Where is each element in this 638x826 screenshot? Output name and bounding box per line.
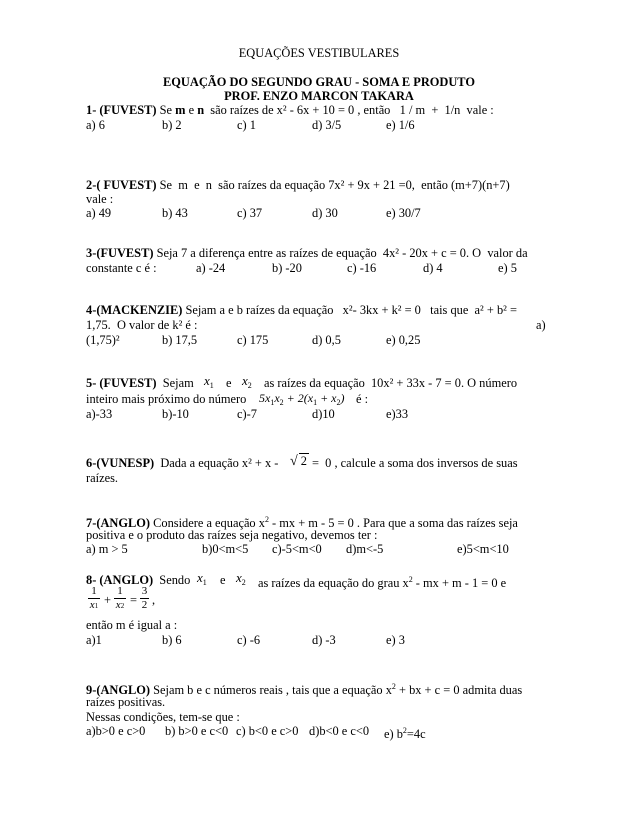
q8-option-c: c) -6 xyxy=(237,633,261,647)
q7-option-e: e)5<m<10 xyxy=(457,542,509,556)
q4-option-a-label: a) xyxy=(536,318,546,332)
q8-option-b: b) 6 xyxy=(162,633,182,647)
question-4-tag: 4-(MACKENZIE) xyxy=(86,303,183,317)
question-7-cont: positiva e o produto das raízes seja negativo, devemos ter : xyxy=(86,528,378,542)
q8-x2: $x_2$ xyxy=(236,570,246,587)
q1-option-b: b) 2 xyxy=(162,118,182,132)
question-2-cont: vale : xyxy=(86,192,114,206)
q1-option-d: d) 3/5 xyxy=(312,118,342,132)
author-line: PROF. ENZO MARCON TAKARA xyxy=(224,89,414,103)
question-6-text: = 0 , calcule a soma dos inversos de suas xyxy=(312,456,518,470)
q2-option-a: a) 49 xyxy=(86,206,112,220)
question-9-cont-2: Nessas condições, tem-se que : xyxy=(86,710,240,724)
q7-option-b: b)0<m<5 xyxy=(202,542,249,556)
page-title: EQUAÇÕES VESTIBULARES xyxy=(238,46,400,60)
q7-option-d: d)m<-5 xyxy=(346,542,384,556)
q8-x1: $x_1$ xyxy=(197,570,207,587)
q5-x1: $x_1$ xyxy=(204,373,214,390)
question-5-cont: inteiro mais próximo do número xyxy=(86,392,247,406)
question-8: 8- (ANGLO) Sendo xyxy=(86,573,191,587)
q8-fraction-1: 1 x1 xyxy=(89,585,99,611)
q8-option-e: e) 3 xyxy=(386,633,405,647)
q2-option-e: e) 30/7 xyxy=(386,206,421,220)
q2-option-b: b) 43 xyxy=(162,206,188,220)
question-4-cont: 1,75. O valor de k² é : xyxy=(86,318,198,332)
q8-comma: , xyxy=(152,593,156,607)
q8-equals: = xyxy=(130,593,137,607)
question-7-tag: 7-(ANGLO) xyxy=(86,516,151,530)
q5-option-d: d)10 xyxy=(312,407,335,421)
q2-option-d: d) 30 xyxy=(312,206,338,220)
q3-option-e: e) 5 xyxy=(498,261,517,275)
question-3: 3-(FUVEST) Seja 7 a diferença entre as raízes de equação 4x² - 20x + c = 0. O valor da xyxy=(86,246,528,260)
question-8-tag: 8- (ANGLO) xyxy=(86,573,154,587)
question-8-text: as raízes da equação do grau $x^2$ - mx + m - 1 = 0 e xyxy=(258,575,507,590)
q3-option-d: d) 4 xyxy=(423,261,443,275)
question-8-cont: então m é igual a : xyxy=(86,618,178,632)
question-5-text: as raízes da equação 10x² + 33x - 7 = 0. O número xyxy=(264,376,518,390)
q9-option-c: c) b<0 e c>0 xyxy=(236,724,299,738)
question-5-tag: 5- (FUVEST) xyxy=(86,376,157,390)
q1-option-c: c) 1 xyxy=(237,118,256,132)
q9-option-a: a)b>0 e c>0 xyxy=(86,724,146,738)
question-2: 2-( FUVEST) Se m e n são raízes da equação 7x² + 9x + 21 =0, então (m+7)(n+7) xyxy=(86,178,510,192)
question-6: 6-(VUNESP) Dada a equação x² + x - xyxy=(86,456,279,470)
question-9-cont: raízes positivas. xyxy=(86,695,166,709)
question-7: 7-(ANGLO) Considere a equação $x^2$ - mx + m - 5 = 0 . Para que a soma das raízes seja xyxy=(86,515,518,530)
q5-option-b: b)-10 xyxy=(162,407,189,421)
q5-option-c: c)-7 xyxy=(237,407,257,421)
q9-option-e: e) $b^2=4c$ xyxy=(384,726,426,741)
q9-option-b: b) b>0 e c<0 xyxy=(165,724,229,738)
q3-option-c: c) -16 xyxy=(347,261,377,275)
question-9: 9-(ANGLO) Sejam b e c números reais , tais que a equação $x^2$ + bx + c = 0 admita duas xyxy=(86,682,523,697)
question-4: 4-(MACKENZIE) Sejam a e b raízes da equação x²- 3kx + k² = 0 tais que a² + b² = xyxy=(86,303,517,317)
q3-option-a: a) -24 xyxy=(196,261,226,275)
q1-option-a: a) 6 xyxy=(86,118,105,132)
q5-e: e xyxy=(226,376,232,390)
question-6-cont: raízes. xyxy=(86,471,118,485)
q5-option-a: a)-33 xyxy=(86,407,113,421)
q3-option-b: b) -20 xyxy=(272,261,302,275)
question-3-cont: constante c é : xyxy=(86,261,157,275)
question-5-tail: é : xyxy=(356,392,369,406)
q9-option-d: d)b<0 e c<0 xyxy=(309,724,370,738)
q5-x2: $x_2$ xyxy=(242,373,252,390)
q4-option-d: d) 0,5 xyxy=(312,333,341,347)
q4-option-e: e) 0,25 xyxy=(386,333,421,347)
q1-option-e: e) 1/6 xyxy=(386,118,415,132)
question-2-tag: 2-( FUVEST) xyxy=(86,178,157,192)
q8-e: e xyxy=(220,573,226,587)
question-1-tag: 1- (FUVEST) xyxy=(86,103,157,117)
question-3-tag: 3-(FUVEST) xyxy=(86,246,154,260)
q8-fraction-2: 1 x2 xyxy=(115,585,125,611)
q7-option-c: c)-5<m<0 xyxy=(272,542,322,556)
q4-option-b: b) 17,5 xyxy=(162,333,198,347)
q5-expression: $5x_1x_2 + 2(x_1 + x_2)$ xyxy=(259,391,345,407)
q4-option-c: c) 175 xyxy=(237,333,269,347)
question-6-tag: 6-(VUNESP) xyxy=(86,456,155,470)
question-1: 1- (FUVEST) Se m e n são raízes de x² - 6x + 10 = 0 , então 1 / m + 1/n vale : xyxy=(86,103,494,117)
question-9-tag: 9-(ANGLO) xyxy=(86,683,151,697)
question-5: 5- (FUVEST) Sejam xyxy=(86,376,194,390)
q7-option-a: a) m > 5 xyxy=(86,542,128,556)
q8-fraction-3: 3 2 xyxy=(141,585,148,611)
q8-option-a: a)1 xyxy=(86,633,102,647)
q4-option-a: (1,75)² xyxy=(86,333,120,347)
q8-option-d: d) -3 xyxy=(312,633,336,647)
page-subtitle: EQUAÇÃO DO SEGUNDO GRAU - SOMA E PRODUTO xyxy=(163,75,475,89)
q5-option-e: e)33 xyxy=(386,407,409,421)
q2-option-c: c) 37 xyxy=(237,206,263,220)
q6-sqrt-2: √ 2 xyxy=(290,454,307,469)
q8-plus: + xyxy=(104,593,111,607)
